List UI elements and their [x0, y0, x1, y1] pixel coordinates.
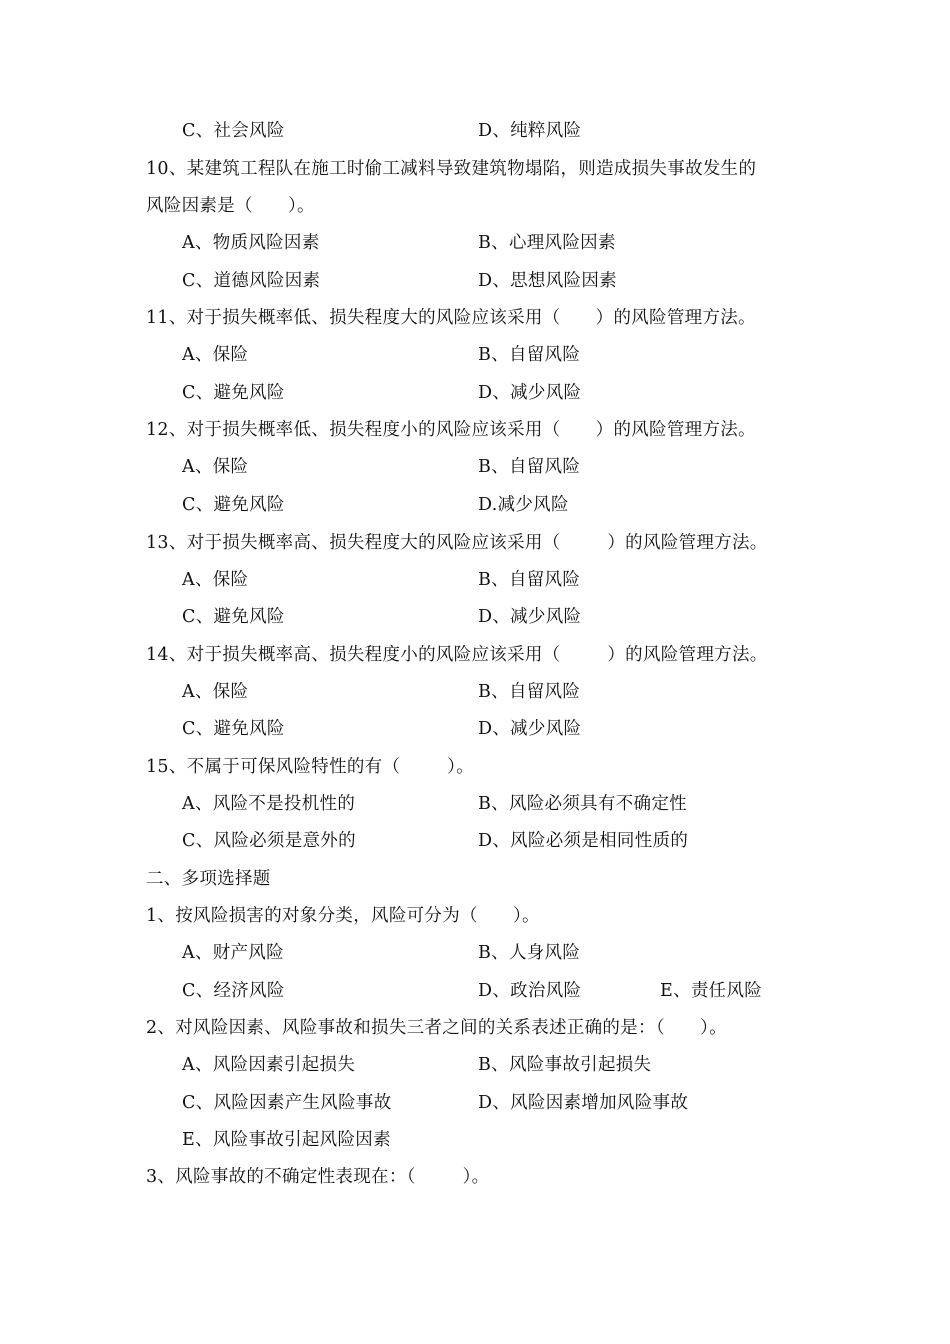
m1-option-d: D、政治风险	[478, 981, 582, 1001]
q13-option-d: D、减少风险	[478, 607, 582, 627]
q11-option-d: D、减少风险	[478, 383, 582, 403]
m2-text: 2、对风险因素、风险事故和损失三者之间的关系表述正确的是：（ ）。	[146, 1018, 727, 1038]
q15-option-b: B、风险必须具有不确定性	[478, 794, 687, 814]
q11-text: 11、对于损失概率低、损失程度大的风险应该采用（ ）的风险管理方法。	[146, 308, 756, 328]
q14-option-d: D、减少风险	[478, 719, 582, 739]
q10-option-a: A、物质风险因素	[182, 233, 320, 253]
m2-option-b: B、风险事故引起损失	[478, 1055, 652, 1075]
m3-text: 3、风险事故的不确定性表现在：（ ）。	[146, 1167, 490, 1187]
q10-option-c: C、道德风险因素	[182, 271, 321, 291]
m2-option-c: C、风险因素产生风险事故	[182, 1093, 392, 1113]
q13-option-b: B、自留风险	[478, 570, 581, 590]
q15-option-d: D、风险必须是相同性质的	[478, 831, 689, 851]
m2-option-d: D、风险因素增加风险事故	[478, 1093, 689, 1113]
q10-option-d: D、思想风险因素	[478, 271, 617, 291]
q15-option-a: A、风险不是投机性的	[182, 794, 356, 814]
m2-option-e: E、风险事故引起风险因素	[182, 1130, 391, 1150]
q10-text-line1: 10、某建筑工程队在施工时偷工减料导致建筑物塌陷，则造成损失事故发生的	[146, 159, 757, 179]
m1-text: 1、按风险损害的对象分类，风险可分为（ ）。	[146, 906, 540, 926]
q10-option-b: B、心理风险因素	[478, 233, 616, 253]
q12-option-c: C、避免风险	[182, 495, 285, 515]
q15-option-c: C、风险必须是意外的	[182, 831, 356, 851]
q13-option-a: A、保险	[182, 570, 249, 590]
q11-option-b: B、自留风险	[478, 345, 581, 365]
q13-option-c: C、避免风险	[182, 607, 285, 627]
q11-option-a: A、保险	[182, 345, 249, 365]
q14-option-c: C、避免风险	[182, 719, 285, 739]
q9-option-d: D、纯粹风险	[478, 121, 582, 141]
m1-option-b: B、人身风险	[478, 943, 581, 963]
m1-option-c: C、经济风险	[182, 981, 285, 1001]
q12-option-b: B、自留风险	[478, 457, 581, 477]
m2-option-a: A、风险因素引起损失	[182, 1055, 356, 1075]
q12-option-a: A、保险	[182, 457, 249, 477]
q13-text: 13、对于损失概率高、损失程度大的风险应该采用（ ）的风险管理方法。	[146, 533, 768, 553]
q12-option-d: D.减少风险	[478, 495, 569, 515]
q12-text: 12、对于损失概率低、损失程度小的风险应该采用（ ）的风险管理方法。	[146, 420, 756, 440]
q15-text: 15、不属于可保风险特性的有（ ）。	[146, 757, 475, 777]
m1-option-e: E、责任风险	[660, 981, 763, 1001]
q14-option-b: B、自留风险	[478, 682, 581, 702]
q14-option-a: A、保险	[182, 682, 249, 702]
q9-option-c: C、社会风险	[182, 121, 285, 141]
section-heading-multiple-choice: 二、多项选择题	[146, 869, 271, 889]
q10-text-line2: 风险因素是（ ）。	[146, 196, 315, 216]
m1-option-a: A、财产风险	[182, 943, 284, 963]
q11-option-c: C、避免风险	[182, 383, 285, 403]
q14-text: 14、对于损失概率高、损失程度小的风险应该采用（ ）的风险管理方法。	[146, 645, 768, 665]
